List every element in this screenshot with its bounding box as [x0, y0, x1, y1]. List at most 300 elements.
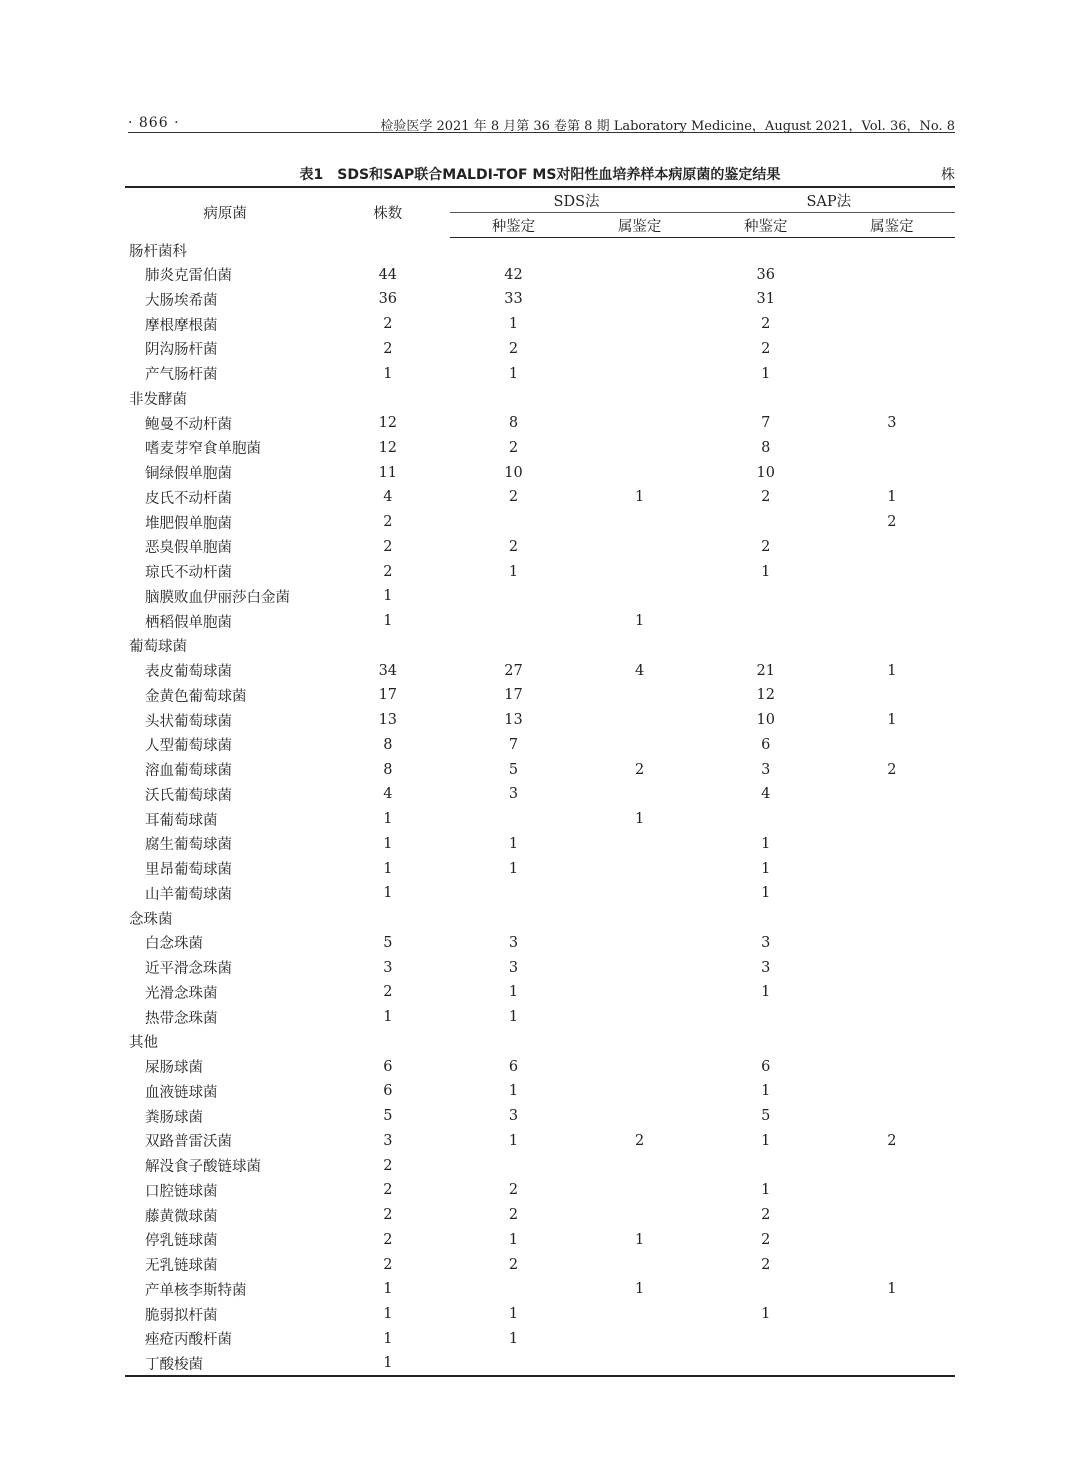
sap-species-id: 36: [756, 266, 775, 283]
sds-species-id: 3: [508, 786, 519, 803]
strain-count: 12: [378, 415, 398, 432]
species-name: 嗜麦芽窄食单胞菌: [145, 441, 261, 458]
sap-genus-id: [829, 1079, 955, 1104]
table-body: [125, 238, 955, 1377]
sds-genus-id: [577, 931, 703, 956]
species-name: 皮氏不动杆菌: [145, 490, 232, 507]
sds-species-id: [450, 584, 576, 609]
table-row: [125, 1277, 955, 1302]
strain-count: 1: [383, 860, 393, 877]
strain-count: 11: [378, 464, 398, 481]
table-row: [125, 1005, 955, 1030]
header-count: 株数: [325, 187, 450, 238]
species-name: 堆肥假单胞菌: [145, 515, 232, 532]
sds-genus-id: 1: [634, 1281, 645, 1298]
table-row: [125, 1054, 955, 1079]
sds-species-id: 1: [508, 1083, 519, 1100]
table-row: [125, 510, 955, 535]
group-row: [125, 906, 955, 931]
sds-species-id: 2: [508, 439, 519, 456]
table-row: [125, 460, 955, 485]
sap-species-id: 4: [761, 786, 771, 803]
species-name: 脑膜败血伊丽莎白金菌: [145, 589, 290, 606]
sds-species-id: 1: [508, 1132, 519, 1149]
table-row: [125, 1302, 955, 1327]
sds-genus-id: [577, 1351, 703, 1376]
table-row: [125, 1178, 955, 1203]
sap-genus-id: [829, 1351, 955, 1376]
sap-species-id: 1: [761, 860, 771, 877]
strain-count: 4: [383, 489, 393, 506]
sap-species-id: 1: [761, 365, 771, 382]
strain-count: 8: [383, 736, 393, 753]
species-name: 热带念珠菌: [145, 1010, 218, 1027]
sap-species-id: 1: [761, 1182, 771, 1199]
species-name: 鲍曼不动杆菌: [145, 416, 232, 433]
strain-count: 3: [383, 959, 393, 976]
header-sap-species: 种鉴定: [703, 213, 829, 238]
sap-species-id: 21: [756, 662, 775, 679]
species-name: 里昂葡萄球菌: [145, 862, 232, 879]
table-row: [125, 1351, 955, 1376]
sap-species-id: [703, 609, 829, 634]
group-row: [125, 634, 955, 659]
sap-genus-id: [829, 980, 955, 1005]
sds-genus-id: [577, 535, 703, 560]
table-row: [125, 535, 955, 560]
sds-genus-id: 1: [634, 1231, 645, 1248]
strain-count: 44: [378, 266, 398, 283]
sap-genus-id: [829, 609, 955, 634]
sap-genus-id: [829, 559, 955, 584]
species-name: 口腔链球菌: [145, 1183, 218, 1200]
strain-count: 4: [383, 786, 393, 803]
strain-count: 1: [383, 835, 393, 852]
strain-count: 6: [383, 1083, 393, 1100]
table-row: [125, 683, 955, 708]
sap-genus-id: 2: [887, 761, 897, 778]
sds-species-id: 2: [508, 489, 519, 506]
sds-species-id: 17: [504, 687, 523, 704]
sap-genus-id: [829, 312, 955, 337]
group-label: 念珠菌: [129, 911, 173, 928]
sap-species-id: 8: [761, 439, 771, 456]
header-sap-genus: 属鉴定: [829, 213, 955, 238]
sds-genus-id: [577, 881, 703, 906]
group-row: [125, 238, 955, 263]
sap-species-id: 5: [761, 1108, 771, 1125]
strain-count: 12: [378, 439, 398, 456]
sap-species-id: 3: [761, 761, 771, 778]
table-row: [125, 733, 955, 758]
sap-species-id: 10: [756, 712, 775, 729]
species-name: 肺炎克雷伯菌: [145, 268, 232, 285]
sds-species-id: [450, 609, 576, 634]
table-row: [125, 1203, 955, 1228]
sds-genus-id: [577, 733, 703, 758]
sap-genus-id: [829, 832, 955, 857]
sap-species-id: [703, 807, 829, 832]
sds-genus-id: 2: [634, 1132, 645, 1149]
sap-species-id: 1: [761, 984, 771, 1001]
table-row: [125, 609, 955, 634]
species-name: 白念珠菌: [145, 936, 203, 953]
sap-genus-id: [829, 337, 955, 362]
table-row: [125, 262, 955, 287]
table-row: [125, 931, 955, 956]
strain-count: 1: [383, 365, 393, 382]
sap-species-id: [703, 584, 829, 609]
strain-count: 5: [383, 934, 393, 951]
table-row: [125, 1104, 955, 1129]
species-name: 溶血葡萄球菌: [145, 763, 232, 780]
sap-species-id: 2: [761, 1207, 771, 1224]
strain-count: 5: [383, 1108, 393, 1125]
sds-species-id: 10: [504, 464, 523, 481]
sap-genus-id: [829, 931, 955, 956]
sds-species-id: 1: [508, 984, 519, 1001]
sap-genus-id: [829, 683, 955, 708]
sds-genus-id: [577, 1178, 703, 1203]
sap-species-id: 6: [761, 1058, 771, 1075]
sds-genus-id: [577, 361, 703, 386]
page-number: · 866 ·: [128, 115, 180, 131]
group-row: [125, 1030, 955, 1055]
sap-genus-id: [829, 287, 955, 312]
sap-species-id: 1: [761, 1132, 771, 1149]
species-name: 脆弱拟杆菌: [145, 1307, 218, 1324]
species-name: 沃氏葡萄球菌: [145, 787, 232, 804]
sap-genus-id: [829, 955, 955, 980]
sds-genus-id: [577, 856, 703, 881]
sap-genus-id: [829, 535, 955, 560]
table-number: 表1: [299, 167, 324, 183]
strain-count: 2: [383, 1182, 393, 1199]
sds-genus-id: [577, 436, 703, 461]
species-name: 摩根摩根菌: [145, 317, 218, 334]
strain-count: 1: [383, 1281, 393, 1298]
sds-species-id: 42: [504, 266, 523, 283]
sds-species-id: 1: [508, 1009, 519, 1026]
sds-genus-id: [577, 287, 703, 312]
table-row: [125, 955, 955, 980]
strain-count: 2: [383, 1231, 393, 1248]
sap-genus-id: [829, 361, 955, 386]
sap-genus-id: [829, 1228, 955, 1253]
table-row: [125, 782, 955, 807]
sap-genus-id: [829, 1005, 955, 1030]
table-row: [125, 1252, 955, 1277]
sds-genus-id: [577, 262, 703, 287]
table-row: [125, 658, 955, 683]
species-name: 双路普雷沃菌: [145, 1134, 232, 1151]
sap-genus-id: [829, 856, 955, 881]
species-name: 血液链球菌: [145, 1084, 218, 1101]
table-row: [125, 287, 955, 312]
group-label: 非发酵菌: [129, 391, 187, 408]
sap-genus-id: 2: [887, 514, 897, 531]
table-row: [125, 559, 955, 584]
sds-species-id: 2: [508, 1182, 519, 1199]
sds-species-id: [450, 1277, 576, 1302]
sds-genus-id: [577, 1104, 703, 1129]
header-sds-species: 种鉴定: [450, 213, 576, 238]
strain-count: 1: [383, 1306, 393, 1323]
species-name: 阴沟肠杆菌: [145, 342, 218, 359]
sap-genus-id: 1: [887, 662, 897, 679]
sds-species-id: 1: [508, 1330, 519, 1347]
sds-genus-id: 2: [634, 761, 645, 778]
sap-genus-id: [829, 1203, 955, 1228]
table-row: [125, 312, 955, 337]
sds-genus-id: [577, 1005, 703, 1030]
pathogen-identification-table: [125, 186, 955, 1377]
sap-genus-id: [829, 460, 955, 485]
strain-count: 2: [383, 1157, 393, 1174]
header-sap-method: SAP法: [703, 187, 955, 213]
header-sds-method: SDS法: [450, 187, 702, 213]
sds-genus-id: [577, 832, 703, 857]
sap-species-id: 2: [761, 1256, 771, 1273]
table-title: SDS和SAP联合MALDI-TOF MS对阳性血培养样本病原菌的鉴定结果: [337, 167, 781, 183]
sap-species-id: 12: [756, 687, 775, 704]
sds-species-id: 6: [508, 1058, 519, 1075]
species-name: 栖稻假单胞菌: [145, 614, 232, 631]
sds-genus-id: [577, 1079, 703, 1104]
strain-count: 2: [383, 316, 393, 333]
strain-count: 1: [383, 1009, 393, 1026]
table-unit: 株: [941, 167, 955, 183]
species-name: 大肠埃希菌: [145, 292, 218, 309]
sap-species-id: [703, 1153, 829, 1178]
table-row: [125, 881, 955, 906]
strain-count: 2: [383, 340, 393, 357]
strain-count: 2: [383, 1207, 393, 1224]
table-row: [125, 1153, 955, 1178]
sds-genus-id: [577, 411, 703, 436]
sds-species-id: 1: [508, 860, 519, 877]
sap-species-id: 3: [761, 959, 771, 976]
header-rule: [128, 132, 955, 133]
sds-genus-id: [577, 1203, 703, 1228]
table-row: [125, 337, 955, 362]
sds-genus-id: [577, 1153, 703, 1178]
sap-genus-id: [829, 436, 955, 461]
strain-count: 2: [383, 538, 393, 555]
sds-genus-id: [577, 683, 703, 708]
sds-species-id: 2: [508, 538, 519, 555]
sap-species-id: [703, 510, 829, 535]
species-name: 铜绿假单胞菌: [145, 466, 232, 483]
sds-genus-id: [577, 510, 703, 535]
table-row: [125, 980, 955, 1005]
sap-genus-id: 2: [887, 1132, 897, 1149]
sap-species-id: 3: [761, 934, 771, 951]
species-name: 停乳链球菌: [145, 1233, 218, 1250]
sap-species-id: 2: [761, 489, 771, 506]
species-name: 产单核李斯特菌: [145, 1282, 247, 1299]
sap-genus-id: [829, 782, 955, 807]
strain-count: 6: [383, 1058, 393, 1075]
sds-species-id: [450, 510, 576, 535]
sds-genus-id: [577, 584, 703, 609]
header-pathogen: 病原菌: [125, 187, 325, 238]
species-name: 山羊葡萄球菌: [145, 886, 232, 903]
sds-species-id: [450, 807, 576, 832]
sap-species-id: 7: [761, 415, 771, 432]
sap-species-id: 2: [761, 316, 771, 333]
sap-species-id: 2: [761, 538, 771, 555]
sds-species-id: 1: [508, 563, 519, 580]
sds-species-id: 7: [508, 736, 519, 753]
sds-species-id: [450, 1351, 576, 1376]
table-row: [125, 1228, 955, 1253]
sap-genus-id: 1: [887, 712, 897, 729]
species-name: 丁酸梭菌: [125, 1351, 325, 1376]
sds-genus-id: [577, 955, 703, 980]
sap-species-id: 31: [756, 291, 775, 308]
sds-species-id: 1: [508, 316, 519, 333]
sds-genus-id: [577, 1302, 703, 1327]
table-row: [125, 436, 955, 461]
species-name: 粪肠球菌: [145, 1109, 203, 1126]
table-row: [125, 832, 955, 857]
species-name: 耳葡萄球菌: [145, 812, 218, 829]
table-row: [125, 411, 955, 436]
species-name: 腐生葡萄球菌: [145, 837, 232, 854]
table-row: [125, 1327, 955, 1352]
group-label: 肠杆菌科: [129, 243, 187, 260]
species-name: 近平滑念珠菌: [145, 961, 232, 978]
species-name: 无乳链球菌: [145, 1258, 218, 1275]
sap-genus-id: [829, 584, 955, 609]
sds-species-id: 3: [508, 959, 519, 976]
sds-genus-id: [577, 312, 703, 337]
species-name: 金黄色葡萄球菌: [145, 688, 247, 705]
sds-genus-id: [577, 782, 703, 807]
sap-genus-id: [829, 262, 955, 287]
sds-genus-id: [577, 1252, 703, 1277]
sap-genus-id: [829, 733, 955, 758]
sds-species-id: 8: [508, 415, 519, 432]
sap-genus-id: [829, 1178, 955, 1203]
table-caption: [125, 164, 955, 184]
strain-count: 1: [383, 811, 393, 828]
sds-species-id: 1: [508, 1306, 519, 1323]
table-row: [125, 757, 955, 782]
strain-count: 2: [383, 1256, 393, 1273]
sds-genus-id: [577, 460, 703, 485]
sap-species-id: 1: [761, 1083, 771, 1100]
strain-count: 34: [378, 662, 398, 679]
sap-species-id: 1: [761, 1306, 771, 1323]
sap-genus-id: 3: [887, 415, 897, 432]
sds-genus-id: [577, 1327, 703, 1352]
sds-species-id: [450, 1153, 576, 1178]
sds-genus-id: 1: [634, 613, 645, 630]
sds-genus-id: 4: [634, 662, 645, 679]
sap-species-id: 1: [761, 835, 771, 852]
sds-genus-id: [577, 980, 703, 1005]
strain-count: 13: [378, 712, 398, 729]
sap-species-id: 2: [761, 1231, 771, 1248]
strain-count: 17: [378, 687, 398, 704]
sds-species-id: 2: [508, 340, 519, 357]
sds-genus-id: [577, 708, 703, 733]
species-name: 解没食子酸链球菌: [145, 1159, 261, 1176]
strain-count: 2: [383, 514, 393, 531]
strain-count: 1: [383, 613, 393, 630]
sap-genus-id: [829, 1153, 955, 1178]
sds-species-id: 13: [504, 712, 523, 729]
strain-count: 1: [383, 588, 393, 605]
species-name: 恶臭假单胞菌: [145, 540, 232, 557]
running-header: 检验医学 2021 年 8 月第 36 卷第 8 期 Laboratory Medicine，August 2021，Vol. 36，No. 8: [380, 119, 955, 134]
sap-species-id: 1: [761, 563, 771, 580]
strain-count: 3: [383, 1132, 393, 1149]
sds-species-id: 1: [508, 365, 519, 382]
sap-genus-id: [829, 1327, 955, 1352]
sds-genus-id: [577, 337, 703, 362]
species-name: 光滑念珠菌: [145, 985, 218, 1002]
sds-species-id: 27: [504, 662, 523, 679]
table-row: [125, 485, 955, 510]
table-row: [125, 584, 955, 609]
species-name: 藤黄微球菌: [145, 1208, 218, 1225]
sds-species-id: 1: [508, 1231, 519, 1248]
sap-genus-id: [829, 1252, 955, 1277]
sap-species-id: 6: [761, 736, 771, 753]
sds-species-id: 1: [508, 835, 519, 852]
strain-count: 1: [383, 885, 393, 902]
sap-genus-id: [829, 881, 955, 906]
group-row: [125, 386, 955, 411]
sap-species-id: [703, 1005, 829, 1030]
species-name: 屎肠球菌: [145, 1060, 203, 1077]
sap-species-id: 1: [761, 885, 771, 902]
species-name: 人型葡萄球菌: [145, 738, 232, 755]
strain-count: 2: [383, 984, 393, 1001]
sds-species-id: 3: [508, 934, 519, 951]
species-name: 琼氏不动杆菌: [145, 565, 232, 582]
sap-genus-id: [829, 807, 955, 832]
group-label: 葡萄球菌: [129, 639, 187, 656]
sap-genus-id: [829, 1104, 955, 1129]
sap-genus-id: 1: [887, 489, 897, 506]
species-name: 头状葡萄球菌: [145, 713, 232, 730]
sds-genus-id: [577, 1054, 703, 1079]
strain-count: 36: [378, 291, 398, 308]
sds-species-id: 2: [508, 1256, 519, 1273]
species-name: 痤疮丙酸杆菌: [145, 1332, 232, 1349]
sap-species-id: [703, 1327, 829, 1352]
strain-count: 1: [383, 1330, 393, 1347]
species-name: 产气肠杆菌: [145, 367, 218, 384]
table-row: [125, 1079, 955, 1104]
sds-species-id: [450, 881, 576, 906]
sds-species-id: 3: [508, 1108, 519, 1125]
sds-species-id: 5: [508, 761, 519, 778]
sap-species-id: 2: [761, 340, 771, 357]
sap-genus-id: [829, 1302, 955, 1327]
table-row: [125, 1129, 955, 1154]
sap-genus-id: [829, 1054, 955, 1079]
sap-species-id: [703, 1351, 829, 1376]
sap-species-id: 10: [756, 464, 775, 481]
strain-count: 1: [325, 1351, 450, 1376]
sap-genus-id: 1: [887, 1281, 897, 1298]
sds-species-id: 2: [508, 1207, 519, 1224]
